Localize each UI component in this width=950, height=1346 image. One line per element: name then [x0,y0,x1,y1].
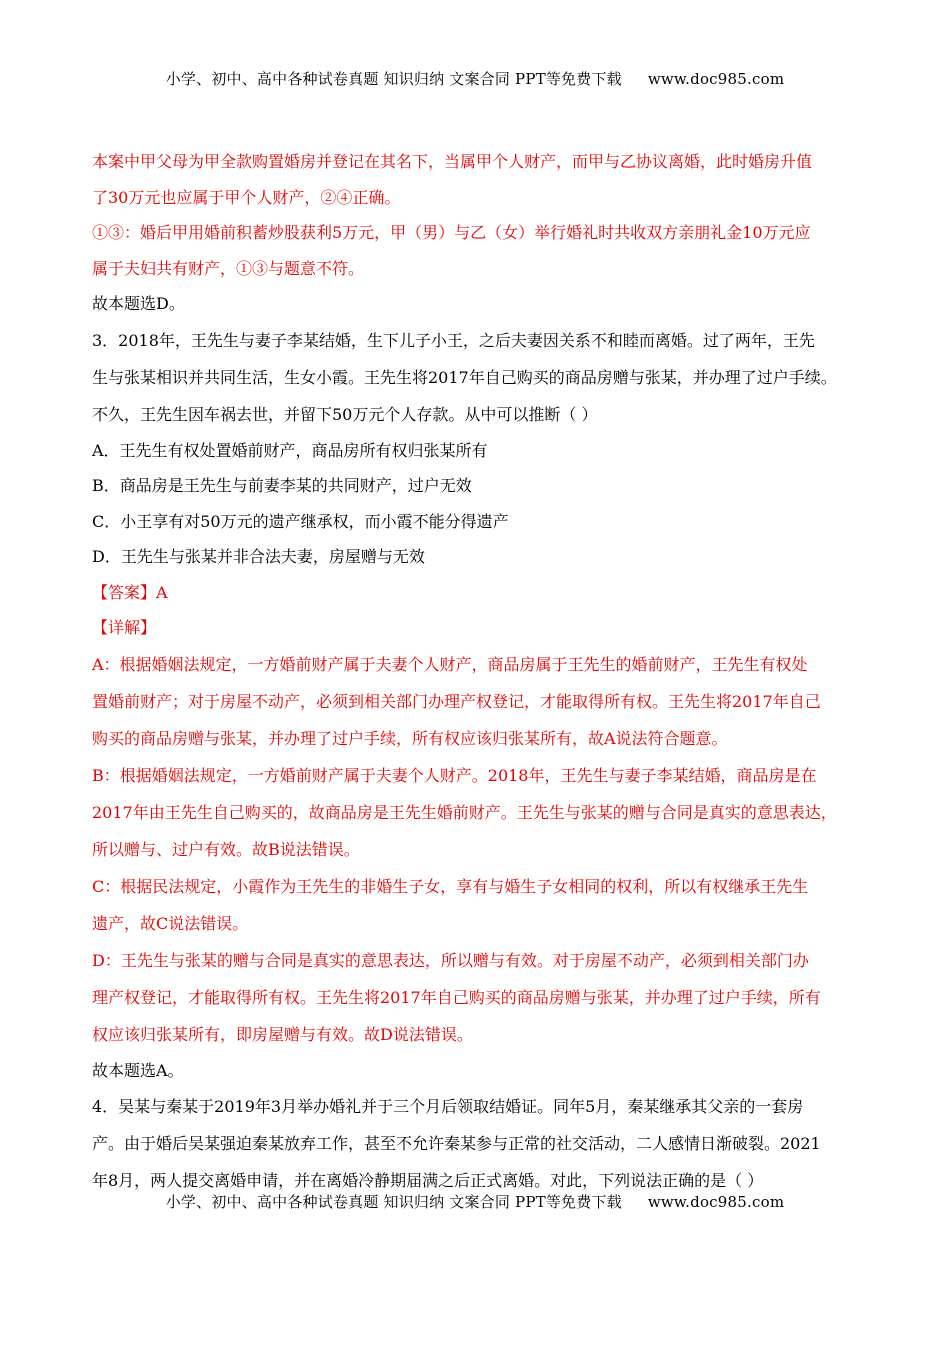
q3-detail-line: 置婚前财产；对于房屋不动产，必须到相关部门办理产权登记，才能取得所有权。王先生将2017年自己 [92,691,821,711]
footer-text: 小学、初中、高中各种试卷真题 知识归纳 文案合同 PPT等免费下载 [165,1193,622,1211]
footer-url[interactable]: www.doc985.com [647,1193,785,1211]
header-text: 小学、初中、高中各种试卷真题 知识归纳 文案合同 PPT等免费下载 [165,70,622,88]
q3-detail-line: 遗产，故C说法错误。 [92,913,249,933]
document-body [92,144,872,1199]
header-url[interactable]: www.doc985.com [647,70,785,88]
q3-detail-line: B：根据婚姻法规定，一方婚前财产属于夫妻个人财产。2018年，王先生与妻子李某结婚，商品房是在 [92,765,817,785]
q3-detail-line: 所以赠与、过户有效。故B说法错误。 [92,839,360,859]
q3-option-c: C．小王享有对50万元的遗产继承权，而小霞不能分得遗产 [92,511,509,531]
q3-detail-line: 理产权登记，才能取得所有权。王先生将2017年自己购买的商品房赠与张某，并办理了过户手续，所有 [92,987,821,1007]
q3-detail-line: 2017年由王先生自己购买的，故商品房是王先生婚前财产。王先生与张某的赠与合同是真实的意思表达， [92,802,837,822]
q3-detail-line: 权应该归张某所有，即房屋赠与有效。故D说法错误。 [92,1024,473,1044]
q3-stem-line: 3．2018年，王先生与妻子李某结婚，生下儿子小王，之后夫妻因关系不和睦而离婚。过了两年，王先 [92,330,815,350]
q2-analysis-line: 属于夫妇共有财产，①③与题意不符。 [92,258,365,278]
q3-detail-line: 购买的商品房赠与张某，并办理了过户手续，所有权应该归张某所有，故A说法符合题意。 [92,728,728,748]
q3-stem-line: 不久，王先生因车祸去世，并留下50万元个人存款。从中可以推断（ ） [92,404,598,424]
q4-stem-line: 产。由于婚后吴某强迫秦某放弃工作，甚至不允许秦某参与正常的社交活动，二人感情日渐破裂。2021 [92,1134,821,1153]
page-header [0,68,950,89]
q3-detail-line: D：王先生与张某的赠与合同是真实的意思表达，所以赠与有效。对于房屋不动产，必须到相关部门办 [92,950,809,970]
q2-analysis-line: 了30万元也应属于甲个人财产，②④正确。 [92,187,401,207]
q3-stem-line: 生与张某相识并共同生活，生女小霞。王先生将2017年自己购买的商品房赠与张某，并办理了过户手续。 [92,367,837,387]
q3-conclusion: 故本题选A。 [92,1060,184,1080]
q2-analysis-line: 本案中甲父母为甲全款购置婚房并登记在其名下，当属甲个人财产，而甲与乙协议离婚，此时婚房升值 [92,152,813,171]
q2-analysis-line: ①③：婚后甲用婚前积蓄炒股获利5万元，甲（男）与乙（女）举行婚礼时共收双方亲朋礼金10万元应 [92,223,811,242]
q3-option-a: A．王先生有权处置婚前财产，商品房所有权归张某所有 [92,440,488,460]
q4-stem-line: 年8月，两人提交离婚申请，并在离婚冷静期届满之后正式离婚。对此，下列说法正确的是（ ） [92,1171,764,1190]
q3-detail-line: A：根据婚姻法规定，一方婚前财产属于夫妻个人财产，商品房属于王先生的婚前财产，王先生有权处 [92,654,808,674]
q3-detail-label: 【详解】 [92,618,157,637]
q3-answer: 【答案】A [92,582,168,602]
page-footer [0,1191,950,1212]
q3-detail-line: C：根据民法规定，小霞作为王先生的非婚生子女，享有与婚生子女相同的权利，所以有权继承王先生 [92,876,809,896]
q3-option-d: D．王先生与张某并非合法夫妻，房屋赠与无效 [92,547,425,566]
q4-stem-line: 4．吴某与秦某于2019年3月举办婚礼并于三个月后领取结婚证。同年5月，秦某继承其父亲的一套房 [92,1097,804,1116]
q2-conclusion: 故本题选D。 [92,294,185,313]
q3-option-b: B．商品房是王先生与前妻李某的共同财产，过户无效 [92,476,472,495]
